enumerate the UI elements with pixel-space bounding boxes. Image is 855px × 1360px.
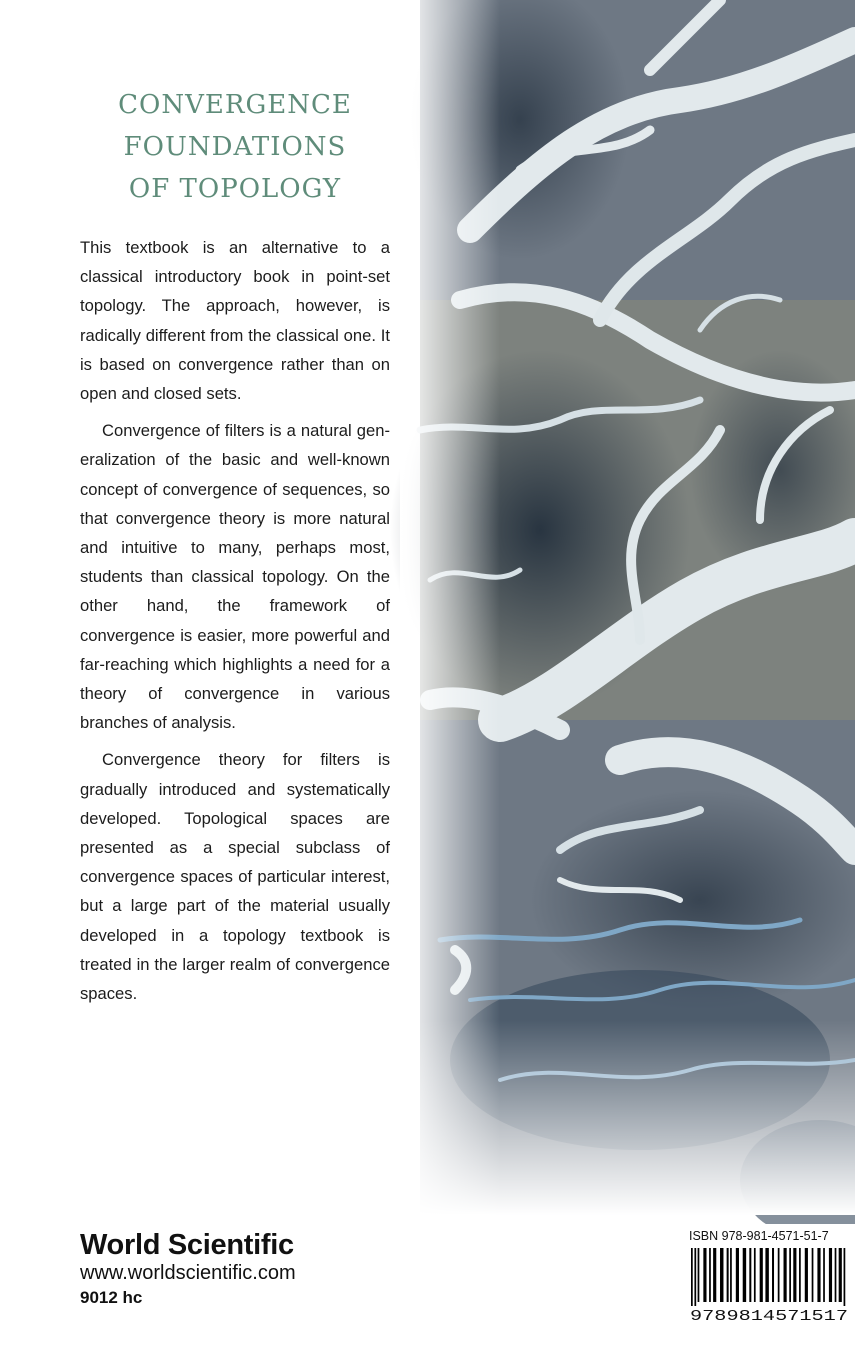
publisher-name: World Scientific (80, 1229, 294, 1261)
description-paragraph: Convergence theory for filters is gradually introduced and systematically developed. Topological spaces are presented as a special subclass of convergence spaces of particular interest, but a large part of the material usually developed in a topology textbook is treated in the larger realm of convergence spaces. (80, 750, 390, 1004)
title-line: FOUNDATIONS (123, 132, 347, 162)
barcode-bar (835, 1248, 837, 1302)
title-line: CONVERGENCE (118, 90, 352, 120)
barcode-bar (720, 1248, 723, 1302)
isbn-label: ISBN 978-981-4571-51-7 (689, 1229, 829, 1243)
barcode-bar (691, 1248, 693, 1306)
barcode-bars (691, 1248, 845, 1306)
barcode-bar (784, 1248, 787, 1302)
barcode-bar (736, 1248, 739, 1302)
barcode-bar (754, 1248, 756, 1302)
barcode-digits: 9789814571517 (690, 1308, 848, 1324)
product-code: 9012 hc (80, 1288, 143, 1307)
barcode-bar (789, 1248, 791, 1302)
barcode-bar (709, 1248, 711, 1302)
barcode-bar (823, 1248, 825, 1302)
barcode-bar (844, 1248, 846, 1306)
publisher-url: www.worldscientific.com (80, 1262, 296, 1284)
barcode-bar (839, 1248, 842, 1302)
publisher-block (80, 1229, 296, 1311)
barcode-bar (805, 1248, 808, 1302)
book-title (80, 84, 390, 210)
barcode-bar (793, 1248, 796, 1302)
barcode-bar (713, 1248, 716, 1302)
barcode-bar (817, 1248, 820, 1302)
barcode-bar (727, 1248, 729, 1302)
barcode-bar (749, 1248, 751, 1302)
barcode-bar (743, 1248, 746, 1302)
barcode-bar (812, 1248, 814, 1302)
barcode-bar (829, 1248, 832, 1302)
description-paragraph: This textbook is an alternative to a classical introductory book in point-set topology. The approach, however, is radically different from the classical one. It is based on convergence rather than on open and closed sets. (80, 238, 390, 404)
barcode-bar (772, 1248, 774, 1302)
barcode-bar (698, 1248, 700, 1302)
barcode-bar (730, 1248, 732, 1302)
book-description (80, 233, 390, 1016)
barcode-bar (703, 1248, 706, 1302)
barcode (687, 1246, 851, 1324)
title-line: OF TOPOLOGY (128, 174, 342, 204)
barcode-bar (778, 1248, 780, 1302)
barcode-bar (760, 1248, 763, 1302)
barcode-bar (799, 1248, 801, 1302)
barcode-bar (694, 1248, 696, 1306)
isbn-barcode-area (683, 1224, 855, 1360)
barcode-bar (765, 1248, 768, 1302)
description-paragraph: Convergence of filters is a natural generalization of the basic and well-known concept of convergence of sequences, so that convergence theory is more natural and intuitive to many, perhaps most, students than classical topology. On the other hand, the framework of convergence is easier, more powerful and far-reaching which highlights a need for a theory of convergence in various branches of analysis. (80, 421, 390, 733)
